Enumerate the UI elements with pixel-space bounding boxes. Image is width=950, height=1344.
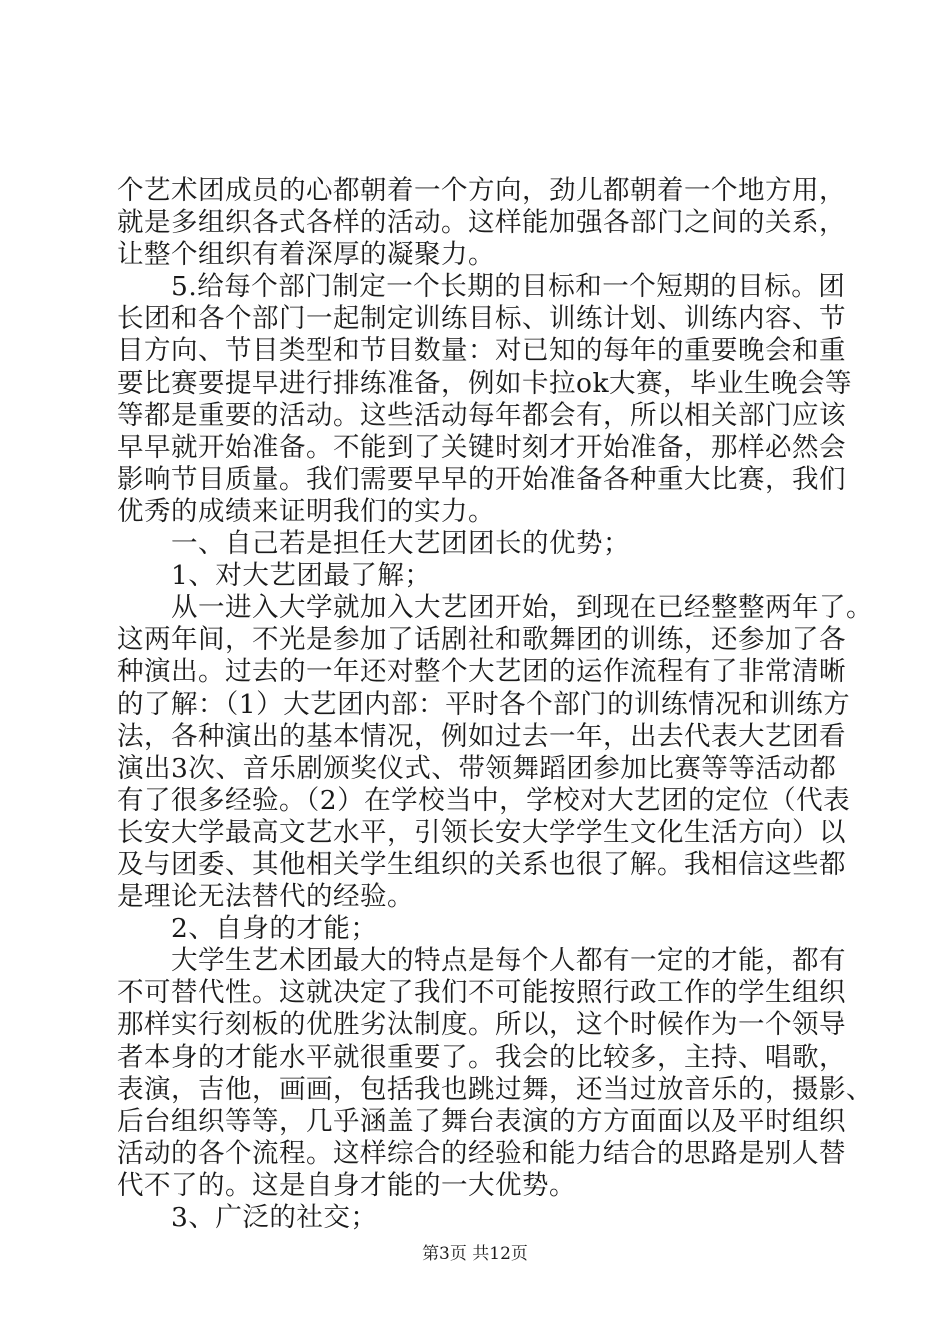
text-line: 大学生艺术团最大的特点是每个人都有一定的才能，都有 — [171, 945, 846, 977]
text-line: 长安大学最高文艺水平，引领长安大学学生文化生活方向）以 — [117, 816, 846, 848]
text-line: 个艺术团成员的心都朝着一个方向，劲儿都朝着一个地方用， — [117, 175, 846, 206]
text-line: 从一进入大学就加入大艺团开始，到现在已经整整两年了。 — [171, 592, 873, 624]
text-line: 的了解：（1）大艺团内部：平时各个部门的训练情况和训练方 — [117, 688, 851, 720]
text-line: 早早就开始准备。不能到了关键时刻才开始准备，那样必然会 — [117, 431, 846, 463]
text-line: 优秀的成绩来证明我们的实力。 — [117, 495, 495, 527]
text-line: 演出3次、音乐剧颁奖仪式、带领舞蹈团参加比赛等等活动都 — [117, 752, 837, 784]
text-line: 1、对大艺团最了解； — [171, 560, 432, 592]
text-line: 有了很多经验。（2）在学校当中，学校对大艺团的定位（代表 — [117, 784, 851, 816]
text-line: 2、自身的才能； — [171, 913, 378, 945]
text-line: 5.给每个部门制定一个长期的目标和一个短期的目标。团 — [171, 271, 846, 303]
text-line: 影响节目质量。我们需要早早的开始准备各种重大比赛，我们 — [117, 463, 846, 495]
text-line: 目方向、节目类型和节目数量：对已知的每年的重要晚会和重 — [117, 335, 846, 367]
text-line: 等都是重要的活动。这些活动每年都会有，所以相关部门应该 — [117, 399, 846, 431]
text-line: 是理论无法替代的经验。 — [117, 881, 414, 913]
text-line: 后台组织等等，几乎涵盖了舞台表演的方方面面以及平时组织 — [117, 1105, 846, 1137]
page-footer: 第3页 共12页 — [422, 1244, 528, 1264]
text-line: 那样实行刻板的优胜劣汰制度。所以，这个时候作为一个领导 — [117, 1009, 846, 1041]
document-body — [117, 175, 873, 1234]
text-line: 长团和各个部门一起制定训练目标、训练计划、训练内容、节 — [117, 303, 846, 335]
text-line: 要比赛要提早进行排练准备，例如卡拉ok大赛，毕业生晚会等 — [117, 367, 853, 399]
text-line: 代不了的。这是自身才能的一大优势。 — [117, 1169, 576, 1201]
text-line: 不可替代性。这就决定了我们不可能按照行政工作的学生组织 — [117, 977, 846, 1009]
text-line: 这两年间，不光是参加了话剧社和歌舞团的训练，还参加了各 — [117, 624, 846, 656]
text-line: 种演出。过去的一年还对整个大艺团的运作流程有了非常清晰 — [117, 656, 846, 688]
text-line: 表演，吉他，画画，包括我也跳过舞，还当过放音乐的，摄影、 — [117, 1073, 873, 1105]
text-line: 3、广泛的社交； — [171, 1202, 378, 1233]
text-line: 者本身的才能水平就很重要了。我会的比较多，主持、唱歌， — [117, 1041, 846, 1073]
text-line: 法，各种演出的基本情况，例如过去一年，出去代表大艺团看 — [117, 720, 846, 752]
text-line: 让整个组织有着深厚的凝聚力。 — [117, 239, 495, 271]
text-line: 就是多组织各式各样的活动。这样能加强各部门之间的关系， — [117, 207, 846, 239]
text-line: 活动的各个流程。这样综合的经验和能力结合的思路是别人替 — [117, 1137, 846, 1169]
text-line: 一、自己若是担任大艺团团长的优势； — [171, 528, 630, 560]
text-line: 及与团委、其他相关学生组织的关系也很了解。我相信这些都 — [117, 848, 846, 880]
